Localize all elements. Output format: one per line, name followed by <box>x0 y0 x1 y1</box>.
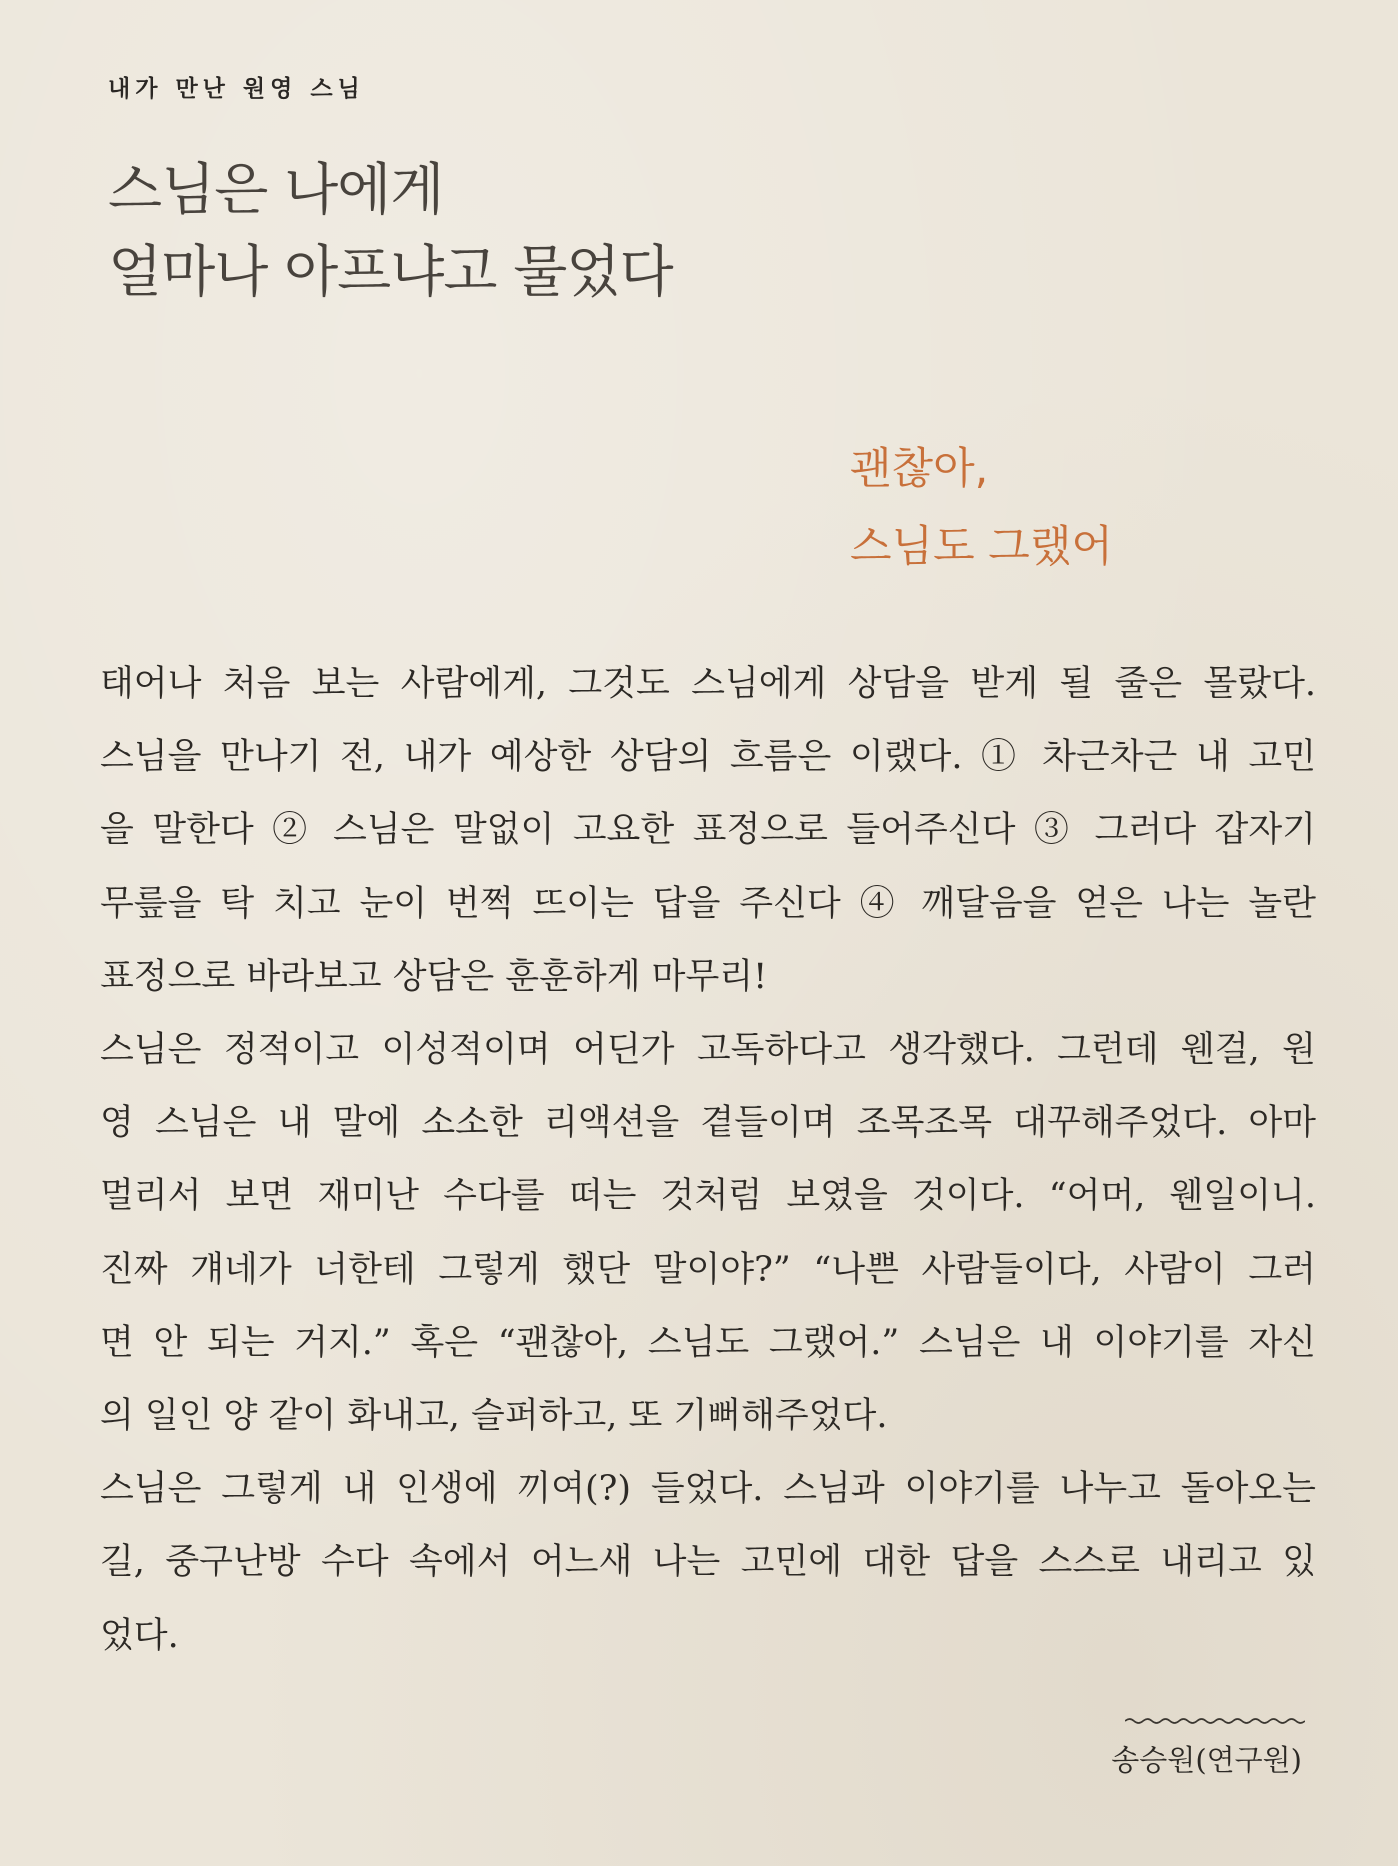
body-line: 스님은 그렇게 내 인생에 끼여(?) 들었다. 스님과 이야기를 나누고 돌아오는 <box>100 1469 1316 1510</box>
body-line: 멀리서 보면 재미난 수다를 떠는 것처럼 보였을 것이다. “어머, 웬일이니. <box>100 1176 1316 1217</box>
body-line: 의 일인 양 같이 화내고, 슬퍼하고, 또 기뻐해주었다. <box>100 1396 888 1437</box>
pull-quote-line-1: 괜찮아, <box>850 444 989 494</box>
author-signature: 송승원(연구원) <box>1111 1743 1302 1777</box>
body-line: 태어나 처음 보는 사람에게, 그것도 스님에게 상담을 받게 될 줄은 몰랐다. <box>100 664 1316 704</box>
headline-line-2: 얼마나 아프냐고 물었다 <box>108 240 673 305</box>
pull-quote-line-2: 스님도 그랬어 <box>850 522 1113 572</box>
pull-quote <box>850 430 1113 586</box>
body-line: 영 스님은 내 말에 소소한 리액션을 곁들이며 조목조목 대꾸해주었다. 아마 <box>100 1103 1316 1144</box>
body-line: 을 말한다 ② 스님은 말없이 고요한 표정으로 들어주신다 ③ 그러다 갑자기 <box>100 810 1316 851</box>
body-line: 무릎을 탁 치고 눈이 번쩍 뜨이는 답을 주신다 ④ 깨달음을 얻은 나는 놀란 <box>100 883 1316 924</box>
body-line: 스님을 만나기 전, 내가 예상한 상담의 흐름은 이랬다. ① 차근차근 내 고민 <box>100 737 1316 778</box>
body-line: 길, 중구난방 수다 속에서 어느새 나는 고민에 대한 답을 스스로 내리고 있 <box>100 1542 1316 1583</box>
body-line: 진짜 걔네가 너한테 그렇게 했단 말이야?” “나쁜 사람들이다, 사람이 그러 <box>100 1249 1316 1290</box>
body-line: 표정으로 바라보고 상담은 훈훈하게 마무리! <box>100 956 768 997</box>
body-line: 었다. <box>100 1615 179 1656</box>
section-label: 내가 만난 원영 스님 <box>108 76 365 102</box>
body-line: 스님은 정적이고 이성적이며 어딘가 고독하다고 생각했다. 그런데 웬걸, 원 <box>100 1030 1316 1071</box>
headline <box>108 150 673 314</box>
article-body <box>100 648 1316 1673</box>
body-line: 면 안 되는 거지.” 혹은 “괜찮아, 스님도 그랬어.” 스님은 내 이야기를 자신 <box>100 1322 1316 1363</box>
headline-line-1: 스님은 나에게 <box>108 158 444 223</box>
signature-wavy-rule <box>1125 1716 1305 1726</box>
